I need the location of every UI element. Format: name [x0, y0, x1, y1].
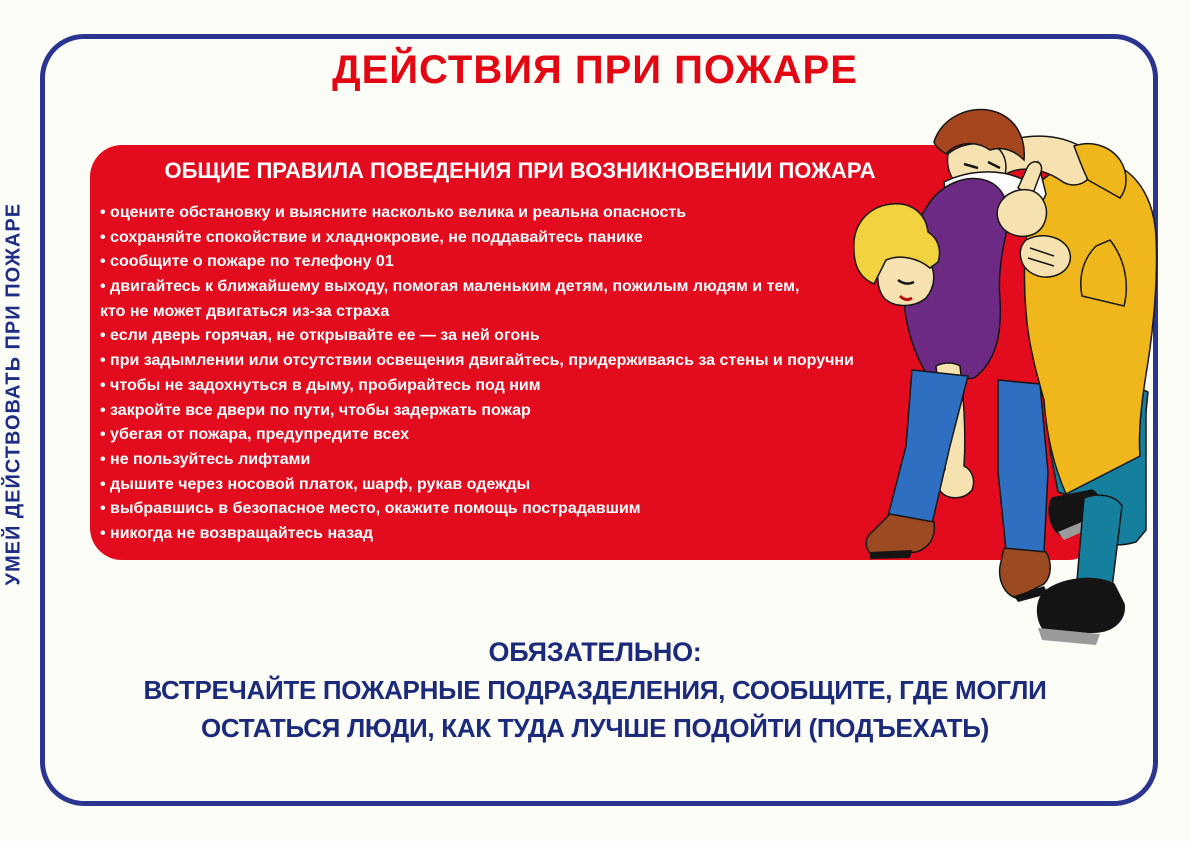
- rule-line: • если дверь горячая, не открывайте ее — за ней огонь: [100, 327, 540, 345]
- rule-line: • сообщите о пожаре по телефону 01: [100, 253, 394, 271]
- rule-line: • выбравшись в безопасное место, окажите помощь пострадавшим: [100, 500, 641, 518]
- rule-line: • закройте все двери по пути, чтобы задержать пожар: [100, 401, 531, 419]
- rule-line: • дышите через носовой платок, шарф, рукав одежды: [100, 475, 531, 493]
- rule-line: • чтобы не задохнуться в дыму, пробирайтесь под ним: [100, 376, 541, 394]
- page-title: ДЕЙСТВИЯ ПРИ ПОЖАРЕ: [332, 48, 858, 92]
- rule-line: • сохраняйте спокойствие и хладнокровие, не поддавайтесь панике: [100, 228, 643, 246]
- footer-line-2: ОСТАТЬСЯ ЛЮДИ, КАК ТУДА ЛУЧШЕ ПОДОЙТИ (ПОДЪЕХАТЬ): [201, 713, 989, 743]
- rule-line: • не пользуйтесь лифтами: [100, 450, 311, 468]
- rules-heading: ОБЩИЕ ПРАВИЛА ПОВЕДЕНИЯ ПРИ ВОЗНИКНОВЕНИИ ПОЖАРА: [164, 158, 876, 183]
- footer-heading: ОБЯЗАТЕЛЬНО:: [488, 637, 702, 667]
- rule-line: • убегая от пожара, предупредите всех: [100, 426, 409, 444]
- rule-line: • никогда не возвращайтесь назад: [100, 524, 374, 542]
- footer-line-1: ВСТРЕЧАЙТЕ ПОЖАРНЫЕ ПОДРАЗДЕЛЕНИЯ, СООБЩИТЕ, ГДЕ МОГЛИ: [143, 675, 1047, 705]
- rule-line: кто не может двигаться из-за страха: [100, 302, 390, 320]
- footer-note: [0, 633, 1190, 747]
- rule-line: • оцените обстановку и выясните насколько велика и реальна опасность: [100, 204, 687, 221]
- rule-line: • двигайтесь к ближайшему выходу, помогая маленьким детям, пожилым людям и тем,: [100, 278, 800, 296]
- side-label-vertical: УМЕЙ ДЕЙСТВОВАТЬ ПРИ ПОЖАРЕ: [2, 202, 25, 586]
- helped-figure-rear-leg: [998, 380, 1050, 602]
- rule-line: • при задымлении или отсутствии освещения двигайтесь, придерживаясь за стены и поручни: [100, 352, 854, 370]
- illustration-two-people-escaping: [848, 100, 1178, 645]
